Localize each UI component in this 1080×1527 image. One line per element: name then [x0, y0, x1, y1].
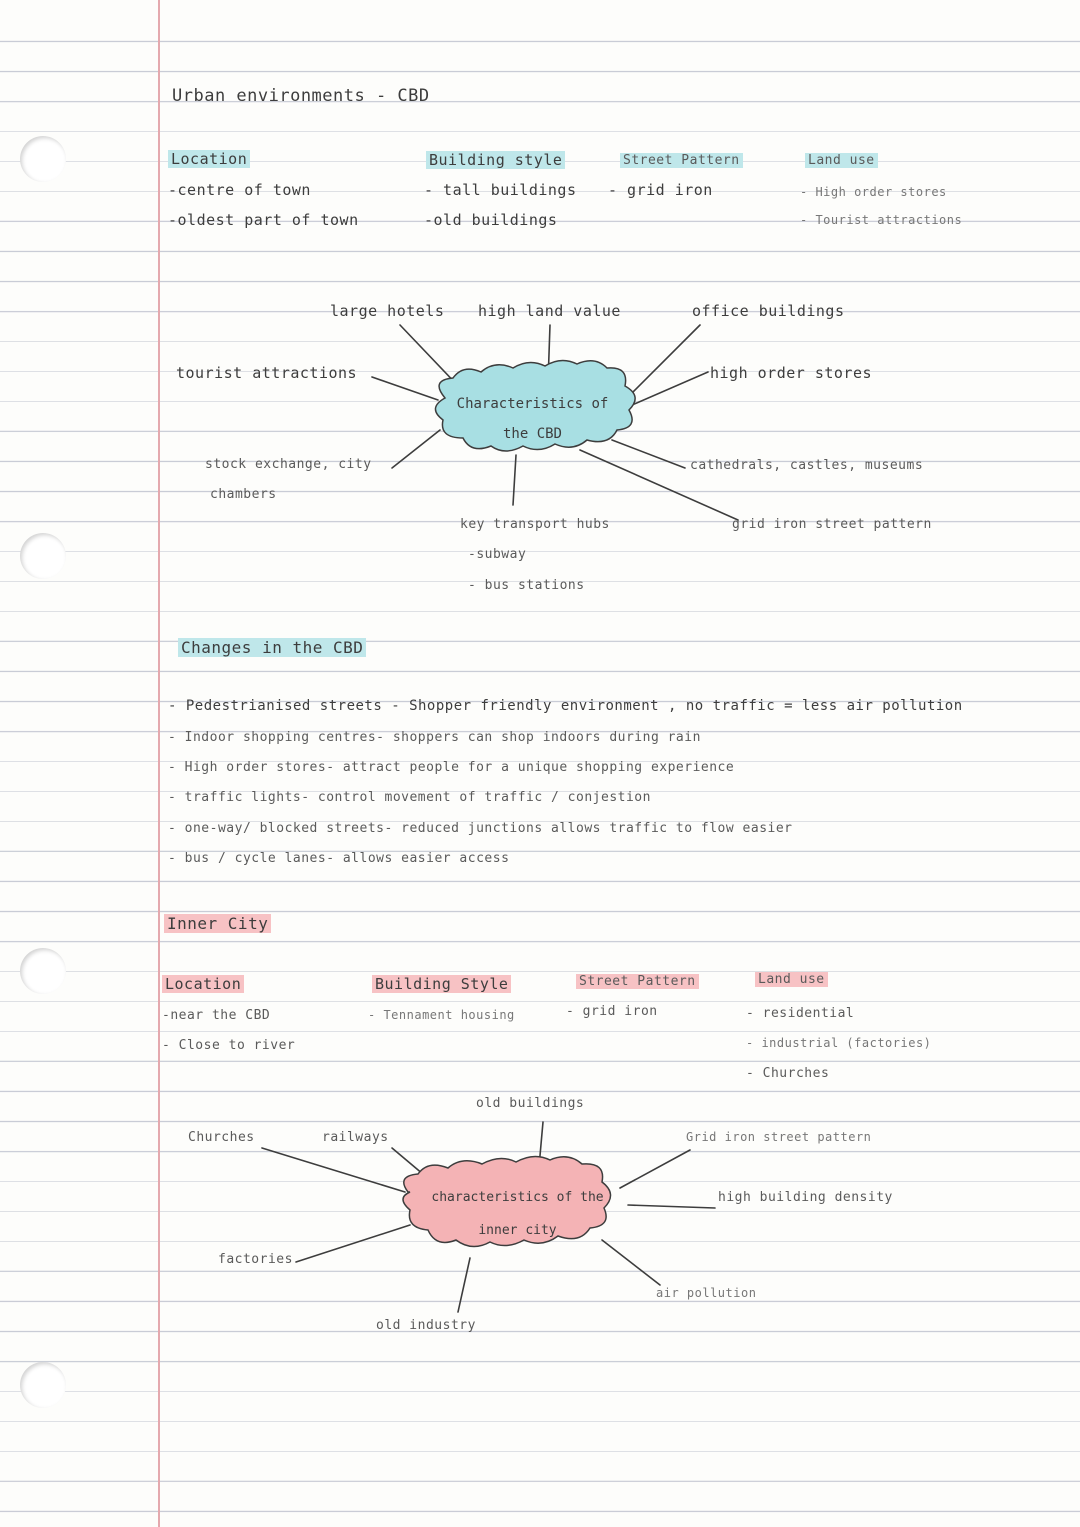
node-air-pollution: air pollution	[656, 1286, 757, 1300]
cbd-building-item: - tall buildings	[424, 181, 577, 199]
spoke-air-pollution	[602, 1240, 660, 1285]
spoke-old-industry	[458, 1258, 470, 1312]
inner-building-header: Building Style	[372, 975, 511, 993]
inner-land-header: Land use	[755, 972, 828, 987]
node-churches: Churches	[188, 1130, 255, 1145]
changes-item: - one-way/ blocked streets- reduced junctions allows traffic to flow easier	[168, 821, 793, 836]
spoke-stock-exchange	[392, 430, 440, 468]
spoke-office-buildings	[630, 325, 700, 395]
inner-location-header: Location	[162, 975, 244, 993]
node-subway: -subway	[468, 547, 527, 562]
inner-cloud-label-2: inner city	[478, 1223, 557, 1238]
node-large-hotels: large hotels	[330, 302, 445, 320]
cbd-building-header: Building style	[426, 151, 565, 169]
node-stock-exchange-2: chambers	[210, 487, 277, 502]
changes-item: - traffic lights- control movement of traffic / conjestion	[168, 790, 651, 805]
inner-street-header: Street Pattern	[576, 974, 699, 989]
spoke-churches	[262, 1148, 405, 1192]
inner-land-item: - industrial (factories)	[746, 1036, 932, 1050]
inner-city-heading: Inner City	[164, 914, 271, 933]
node-railways: railways	[322, 1130, 389, 1145]
node-factories: factories	[218, 1252, 293, 1267]
inner-building-item: - Tennament housing	[368, 1008, 515, 1022]
inner-location-item: - Close to river	[162, 1038, 296, 1053]
cbd-building-item: -old buildings	[424, 211, 558, 229]
node-old-industry: old industry	[376, 1318, 476, 1333]
cbd-location-item: -centre of town	[168, 181, 311, 199]
node-tourist-attractions: tourist attractions	[176, 364, 358, 382]
node-bus-stations: - bus stations	[468, 578, 585, 593]
node-grid-iron-inner: Grid iron street pattern	[686, 1130, 872, 1144]
cbd-land-item: - High order stores	[800, 185, 947, 199]
cbd-cloud-label-1: Characteristics of	[456, 396, 609, 412]
node-high-order-stores: high order stores	[710, 364, 873, 382]
cbd-cloud-label-2: the CBD	[502, 426, 562, 442]
inner-street-item: - grid iron	[566, 1004, 658, 1019]
spoke-high-density	[628, 1205, 715, 1208]
spoke-grid-iron-inner	[620, 1150, 690, 1188]
spoke-factories	[296, 1225, 410, 1262]
node-high-density: high building density	[718, 1190, 893, 1205]
node-grid-iron: grid iron street pattern	[732, 517, 932, 532]
changes-heading: Changes in the CBD	[178, 638, 366, 657]
spoke-transport	[513, 455, 516, 505]
changes-item: - High order stores- attract people for a unique shopping experience	[168, 760, 735, 775]
spoke-high-order-stores	[632, 372, 708, 405]
node-transport-hubs: key transport hubs	[460, 517, 610, 532]
node-office-buildings: office buildings	[692, 302, 845, 320]
inner-land-item: - residential	[746, 1006, 855, 1021]
cbd-land-header: Land use	[805, 153, 878, 168]
cbd-street-header: Street Pattern	[620, 153, 743, 168]
node-stock-exchange: stock exchange, city	[205, 457, 372, 472]
inner-location-item: -near the CBD	[162, 1008, 271, 1023]
node-old-buildings: old buildings	[476, 1096, 585, 1111]
changes-item: - bus / cycle lanes- allows easier access	[168, 851, 510, 866]
cbd-location-item: -oldest part of town	[168, 211, 359, 229]
cbd-street-item: - grid iron	[608, 181, 713, 199]
node-high-land-value: high land value	[478, 302, 621, 320]
cbd-location-header: Location	[168, 150, 250, 168]
cbd-land-item: - Tourist attractions	[800, 213, 963, 227]
inner-land-item: - Churches	[746, 1066, 830, 1081]
changes-item: - Indoor shopping centres- shoppers can shop indoors during rain	[168, 730, 701, 745]
inner-cloud-label-1: characteristics of the	[431, 1190, 604, 1205]
page-title: Urban environments - CBD	[172, 86, 430, 106]
node-cathedrals: cathedrals, castles, museums	[690, 458, 924, 473]
spoke-tourist-attractions	[372, 377, 438, 400]
changes-item: - Pedestrianised streets - Shopper friendly environment , no traffic = less air pollution	[168, 698, 963, 714]
spoke-cathedrals	[612, 440, 685, 468]
